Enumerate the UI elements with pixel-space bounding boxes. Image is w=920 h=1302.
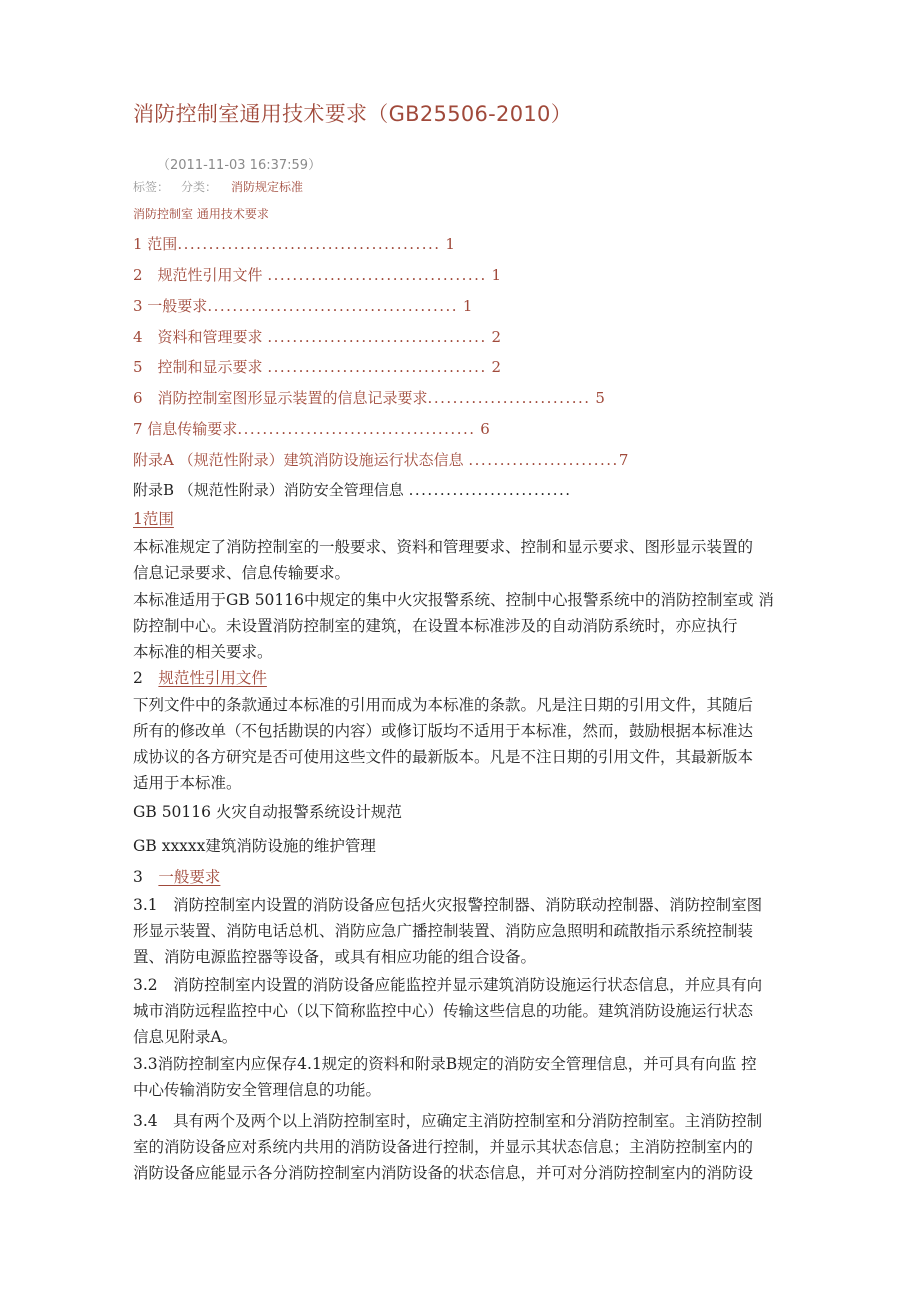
section-3-heading[interactable]: 3 一般要求 (133, 868, 221, 886)
toc-item-appendix-b[interactable]: 附录B （规范性附录）消防安全管理信息 .......................... (133, 481, 572, 499)
post-date: （2011-11-03 16:37:59） (157, 158, 322, 173)
tags-label: 标签： (133, 180, 170, 194)
section-2-paragraph: 下列文件中的条款通过本标准的引用而成为本标准的条款。凡是注日期的引用文件，其随后 所有的修改单（不包括勘误的内容）或修订版均不适用于本标准，然而，鼓励根据本标准达 成协议的各方研究是否可使用这些文件的最新版本。凡是不注日期的引用文件，其最新版本 适用于本标准。 (133, 696, 754, 792)
reference-gb50116: GB 50116 火灾自动报警系统设计规范 (133, 803, 402, 821)
clause-3-1: 3.1 消防控制室内设置的消防设备应包括火灾报警控制器、消防联动控制器、消防控制室图 形显示装置、消防电话总机、消防应急广播控制装置、消防应急照明和疏散指示系统控制装 置、消防电源监控器等设备，或具有相应功能的组合设备。 (133, 896, 763, 966)
post-tags (133, 178, 303, 195)
section-1-paragraph-2: 本标准适用于GB 50116中规定的集中火灾报警系统、控制中心报警系统中的消防控制室或 消 防控制中心。未设置消防控制室的建筑，在设置本标准涉及的自动消防系统时，亦应执行 本标准的相关要求。 (133, 591, 774, 661)
section-1-paragraph-1: 本标准规定了消防控制室的一般要求、资料和管理要求、控制和显示要求、图形显示装置的 信息记录要求、信息传输要求。 (133, 538, 754, 582)
category-label: 分类： (181, 180, 218, 194)
toc-item-6[interactable]: 6 消防控制室图形显示装置的信息记录要求.......................... 5 (133, 389, 605, 407)
clause-3-4: 3.4 具有两个及两个以上消防控制室时，应确定主消防控制室和分消防控制室。主消防控制 室的消防设备应对系统内共用的消防设备进行控制，并显示其状态信息；主消防控制室内的 消防设备应能显示各分消防控制室内消防设备的状态信息，并可对分消防控制室内的消防设 (133, 1112, 763, 1182)
section-1-heading[interactable]: 1范围 (133, 510, 174, 528)
reference-gbxxxxx: GB xxxxx建筑消防设施的维护管理 (133, 837, 376, 855)
post-keywords[interactable]: 消防控制室 通用技术要求 (133, 207, 269, 221)
toc-item-2[interactable]: 2 规范性引用文件 ................................... 1 (133, 266, 502, 284)
toc-item-5[interactable]: 5 控制和显示要求 ................................... 2 (133, 358, 502, 376)
toc-item-7[interactable]: 7 信息传输要求...................................... 6 (133, 420, 490, 438)
clause-3-3: 3.3消防控制室内应保存4.1规定的资料和附录B规定的消防安全管理信息，并可具有向监 控 中心传输消防安全管理信息的功能。 (133, 1055, 757, 1099)
toc-item-3[interactable]: 3 一般要求........................................ 1 (133, 297, 473, 315)
page-title: 消防控制室通用技术要求（GB25506-2010） (133, 102, 573, 126)
clause-3-2: 3.2 消防控制室内设置的消防设备应能监控并显示建筑消防设施运行状态信息，并应具有向 城市消防远程监控中心（以下简称监控中心）传输这些信息的功能。建筑消防设施运行状态 信息见附录A。 (133, 976, 763, 1046)
toc-item-4[interactable]: 4 资料和管理要求 ................................... 2 (133, 328, 502, 346)
toc-item-1[interactable]: 1 范围.......................................... 1 (133, 235, 455, 253)
toc-item-appendix-a[interactable]: 附录A （规范性附录）建筑消防设施运行状态信息 ........................7 (133, 451, 629, 469)
section-2-heading[interactable]: 2 规范性引用文件 (133, 669, 267, 687)
category-link[interactable]: 消防规定标准 (231, 180, 304, 194)
